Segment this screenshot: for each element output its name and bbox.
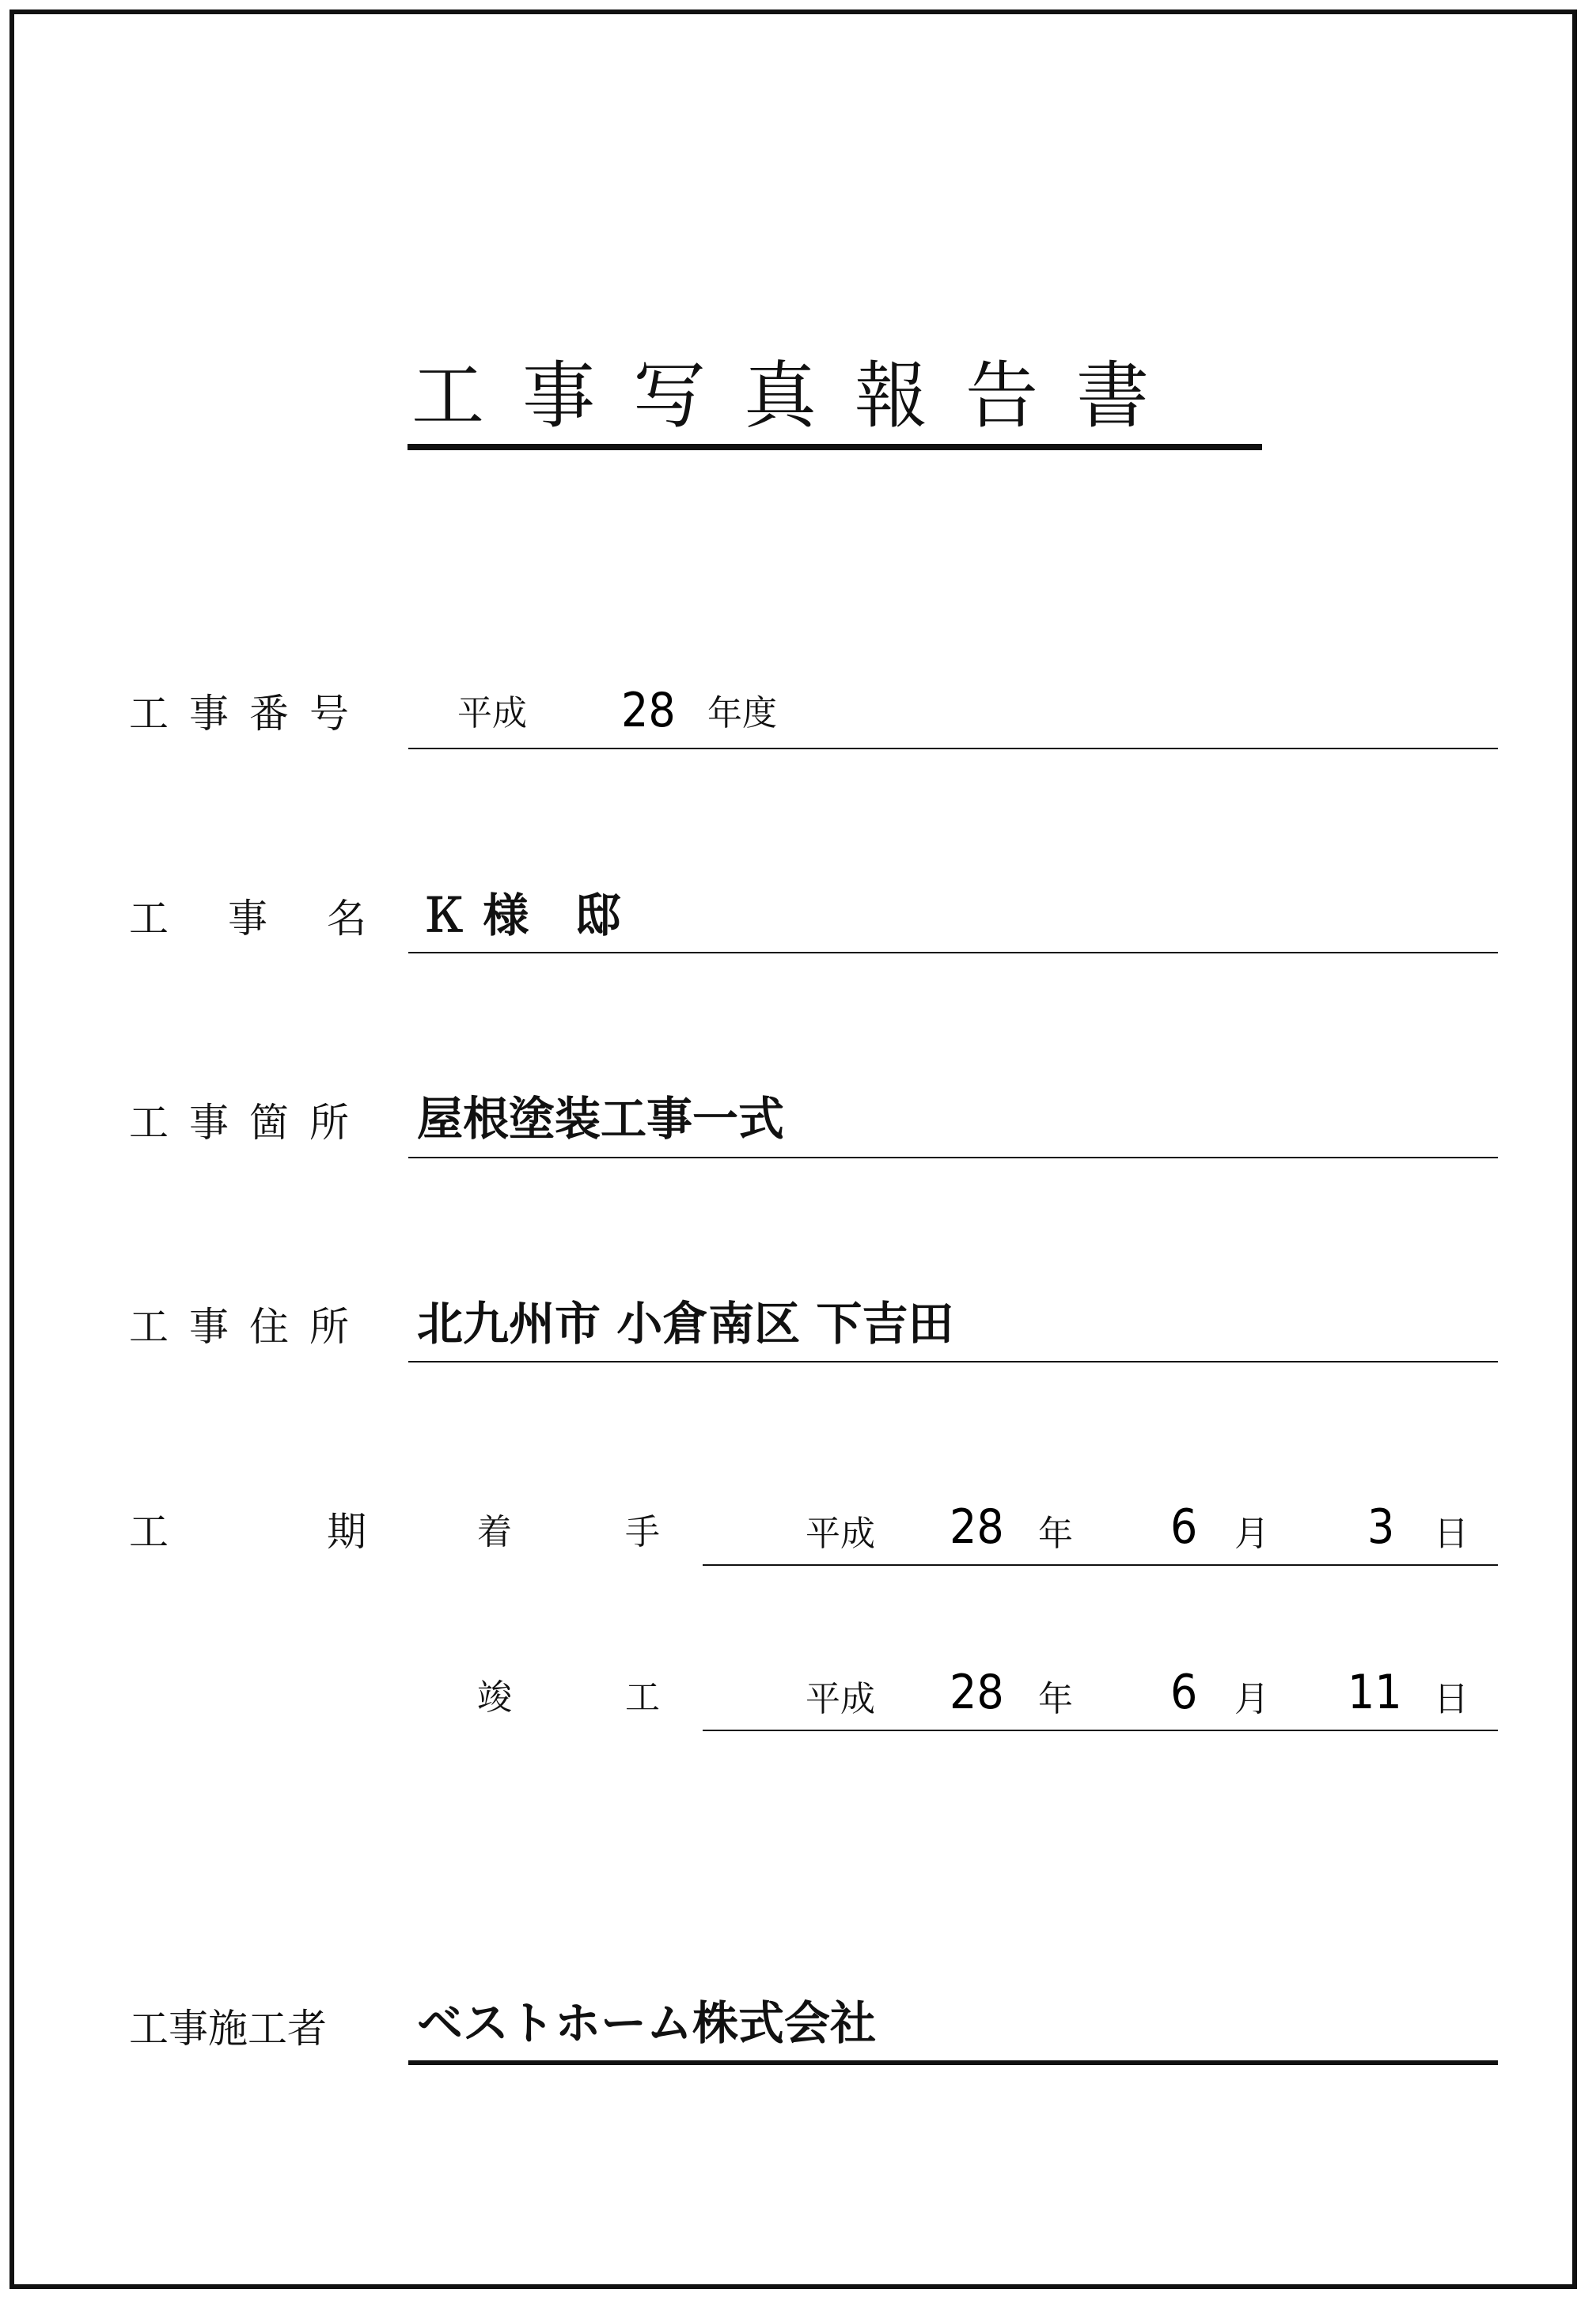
start-label-char: 着	[477, 1512, 512, 1552]
contractor-label: 工事施工者	[129, 2006, 327, 2052]
title-underline	[408, 444, 1262, 450]
name-label-char: 事	[228, 896, 267, 942]
start-day: 3	[1367, 1499, 1395, 1555]
contractor-rule	[408, 2060, 1498, 2065]
address-rule	[408, 1361, 1498, 1362]
period-label-char: 工	[129, 1509, 169, 1555]
end-rule	[703, 1730, 1498, 1731]
end-label-char: 工	[625, 1677, 660, 1718]
location-label: 工事箇所	[129, 1100, 370, 1146]
name-label-char: 名	[327, 896, 366, 942]
name-label-char: 工	[129, 896, 169, 942]
start-month: 6	[1170, 1499, 1198, 1555]
name-rule	[408, 952, 1498, 953]
period-label-char: 期	[327, 1509, 366, 1555]
location-rule	[408, 1157, 1498, 1158]
end-label-char: 竣	[477, 1677, 512, 1718]
number-era: 平成	[457, 693, 527, 733]
start-year: 28	[950, 1499, 1004, 1555]
address-label: 工事住所	[129, 1304, 370, 1350]
name-label	[129, 896, 366, 942]
start-year-unit: 年	[1038, 1514, 1073, 1554]
location-value: 屋根塗装工事一式	[417, 1092, 785, 1146]
start-month-unit: 月	[1234, 1514, 1269, 1554]
end-era: 平成	[806, 1679, 875, 1719]
end-year-unit: 年	[1038, 1679, 1073, 1719]
start-rule	[703, 1564, 1498, 1566]
start-day-unit: 日	[1434, 1514, 1469, 1554]
number-rule	[408, 748, 1498, 749]
number-year: 28	[621, 683, 676, 738]
name-value: Ｋ 様 邸	[421, 889, 621, 942]
address-value: 北九州市 小倉南区 下吉田	[417, 1297, 954, 1351]
document-title: 工事写真報告書	[411, 354, 1188, 438]
start-era: 平成	[806, 1514, 875, 1554]
number-suffix: 年度	[707, 693, 777, 733]
contractor-value: ベストホーム株式会社	[417, 1996, 877, 2050]
end-day: 11	[1348, 1665, 1402, 1720]
period-label	[129, 1509, 366, 1555]
end-day-unit: 日	[1434, 1679, 1469, 1719]
end-year: 28	[950, 1665, 1004, 1720]
page-border	[9, 9, 1577, 2289]
end-month-unit: 月	[1234, 1679, 1269, 1719]
number-label: 工事番号	[129, 691, 370, 737]
end-month: 6	[1170, 1665, 1198, 1720]
start-label-char: 手	[625, 1512, 660, 1552]
